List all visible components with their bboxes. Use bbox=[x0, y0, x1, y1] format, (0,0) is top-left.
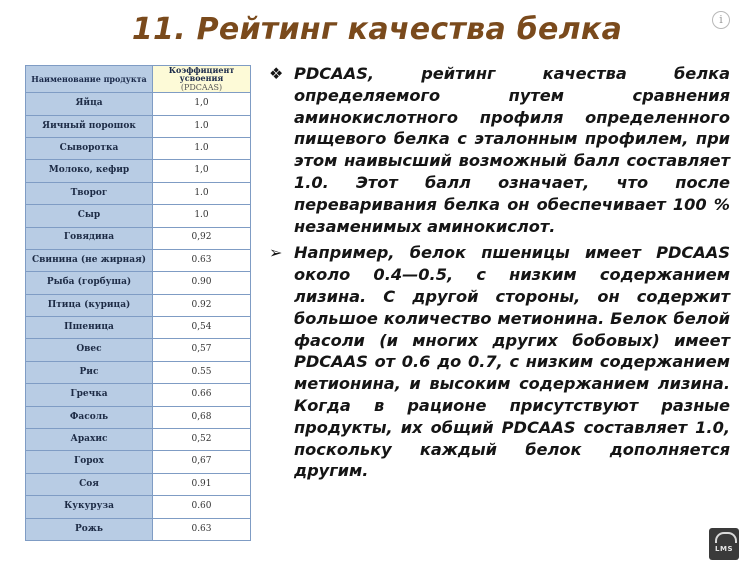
table-row bbox=[26, 339, 251, 361]
table-row bbox=[26, 227, 251, 249]
pdcaas-value-cell: 0,57 bbox=[153, 339, 251, 361]
product-name-cell: Яйца bbox=[26, 93, 153, 115]
info-icon[interactable]: i bbox=[712, 11, 730, 29]
logo-text: LMS bbox=[715, 545, 733, 553]
table-row bbox=[26, 249, 251, 271]
table-row bbox=[26, 496, 251, 518]
bullet-text-example: Например, белок пшеницы имеет PDCAAS около 0.4—0.5, с низким содержанием лизина. С другой стороны, он содержит большое количество метионина. Белок белой фасоли (и многих других бобовых) имеет PDCAAS от 0.6 до 0.7, с низким содержанием метионина, и высоким содержанием лизина. Когда в рационе присутствуют разные продукты, их общий PDCAAS составляет 1.0, поскольку каждый белок дополняется другим. bbox=[294, 243, 730, 481]
pdcaas-value-cell: 0.55 bbox=[153, 361, 251, 383]
slide-title: 11. Рейтинг качества белка bbox=[131, 12, 623, 47]
product-name-cell: Творог bbox=[26, 182, 153, 204]
header-coefficient-sub: (PDCAAS) bbox=[180, 82, 223, 92]
table-body bbox=[26, 93, 251, 541]
pdcaas-value-cell: 0,52 bbox=[153, 429, 251, 451]
pdcaas-value-cell: 0.60 bbox=[153, 496, 251, 518]
table-row bbox=[26, 137, 251, 159]
table-row bbox=[26, 429, 251, 451]
pdcaas-value-cell: 1.0 bbox=[153, 205, 251, 227]
product-name-cell: Свинина (не жирная) bbox=[26, 249, 153, 271]
pdcaas-value-cell: 0,68 bbox=[153, 406, 251, 428]
pdcaas-value-cell: 0,54 bbox=[153, 317, 251, 339]
bullet-list bbox=[266, 63, 730, 482]
pdcaas-value-cell: 0,92 bbox=[153, 227, 251, 249]
product-name-cell: Фасоль bbox=[26, 406, 153, 428]
bullet-item-definition bbox=[266, 63, 730, 237]
pdcaas-value-cell: 0.92 bbox=[153, 294, 251, 316]
table-row bbox=[26, 451, 251, 473]
product-name-cell: Яичный порошок bbox=[26, 115, 153, 137]
pdcaas-value-cell: 0.91 bbox=[153, 473, 251, 495]
product-name-cell: Рис bbox=[26, 361, 153, 383]
pdcaas-value-cell: 1,0 bbox=[153, 160, 251, 182]
bullet-item-example bbox=[266, 242, 730, 482]
product-name-cell: Овес bbox=[26, 339, 153, 361]
table-row bbox=[26, 294, 251, 316]
pdcaas-value-cell: 0,67 bbox=[153, 451, 251, 473]
table-row bbox=[26, 272, 251, 294]
product-name-cell: Горох bbox=[26, 451, 153, 473]
product-name-cell: Рожь bbox=[26, 518, 153, 540]
product-name-cell: Говядина bbox=[26, 227, 153, 249]
pdcaas-value-cell: 0.63 bbox=[153, 249, 251, 271]
product-name-cell: Рыба (горбуша) bbox=[26, 272, 153, 294]
header-coefficient bbox=[153, 66, 251, 93]
pdcaas-table-container bbox=[25, 65, 251, 541]
table-row bbox=[26, 317, 251, 339]
table-header-row bbox=[26, 66, 251, 93]
table-row bbox=[26, 518, 251, 540]
product-name-cell: Птица (курица) bbox=[26, 294, 153, 316]
product-name-cell: Гречка bbox=[26, 384, 153, 406]
bullet-text-definition: PDCAAS, рейтинг качества белка определяемого путем сравнения аминокислотного профиля определенного пищевого белка с эталонным профилем, при этом наивысший возможный балл составляет 1.0. Этот балл означает, что после переваривания белка он обеспечивает 100 % незаменимых аминокислот. bbox=[294, 64, 730, 236]
table-row bbox=[26, 182, 251, 204]
pdcaas-value-cell: 1.0 bbox=[153, 182, 251, 204]
pdcaas-value-cell: 1.0 bbox=[153, 137, 251, 159]
table-row bbox=[26, 115, 251, 137]
product-name-cell: Соя bbox=[26, 473, 153, 495]
channel-logo-icon bbox=[709, 528, 739, 560]
product-name-cell: Пшеница bbox=[26, 317, 153, 339]
table-row bbox=[26, 361, 251, 383]
header-product-name: Наименование продукта bbox=[26, 66, 153, 93]
pdcaas-value-cell: 0.63 bbox=[153, 518, 251, 540]
pdcaas-value-cell: 0.90 bbox=[153, 272, 251, 294]
product-name-cell: Сыворотка bbox=[26, 137, 153, 159]
product-name-cell: Сыр bbox=[26, 205, 153, 227]
diamond-bullet-icon: ❖ bbox=[269, 64, 284, 83]
pdcaas-table bbox=[25, 65, 251, 541]
product-name-cell: Кукуруза bbox=[26, 496, 153, 518]
table-row bbox=[26, 406, 251, 428]
product-name-cell: Молоко, кефир bbox=[26, 160, 153, 182]
table-row bbox=[26, 473, 251, 495]
pdcaas-value-cell: 1,0 bbox=[153, 93, 251, 115]
table-row bbox=[26, 384, 251, 406]
table-row bbox=[26, 205, 251, 227]
arrow-bullet-icon: ➢ bbox=[269, 243, 283, 263]
table-row bbox=[26, 160, 251, 182]
header-coefficient-label: Коэффициент усвоения bbox=[168, 65, 235, 84]
table-row bbox=[26, 93, 251, 115]
product-name-cell: Арахис bbox=[26, 429, 153, 451]
pdcaas-value-cell: 1.0 bbox=[153, 115, 251, 137]
pdcaas-value-cell: 0.66 bbox=[153, 384, 251, 406]
